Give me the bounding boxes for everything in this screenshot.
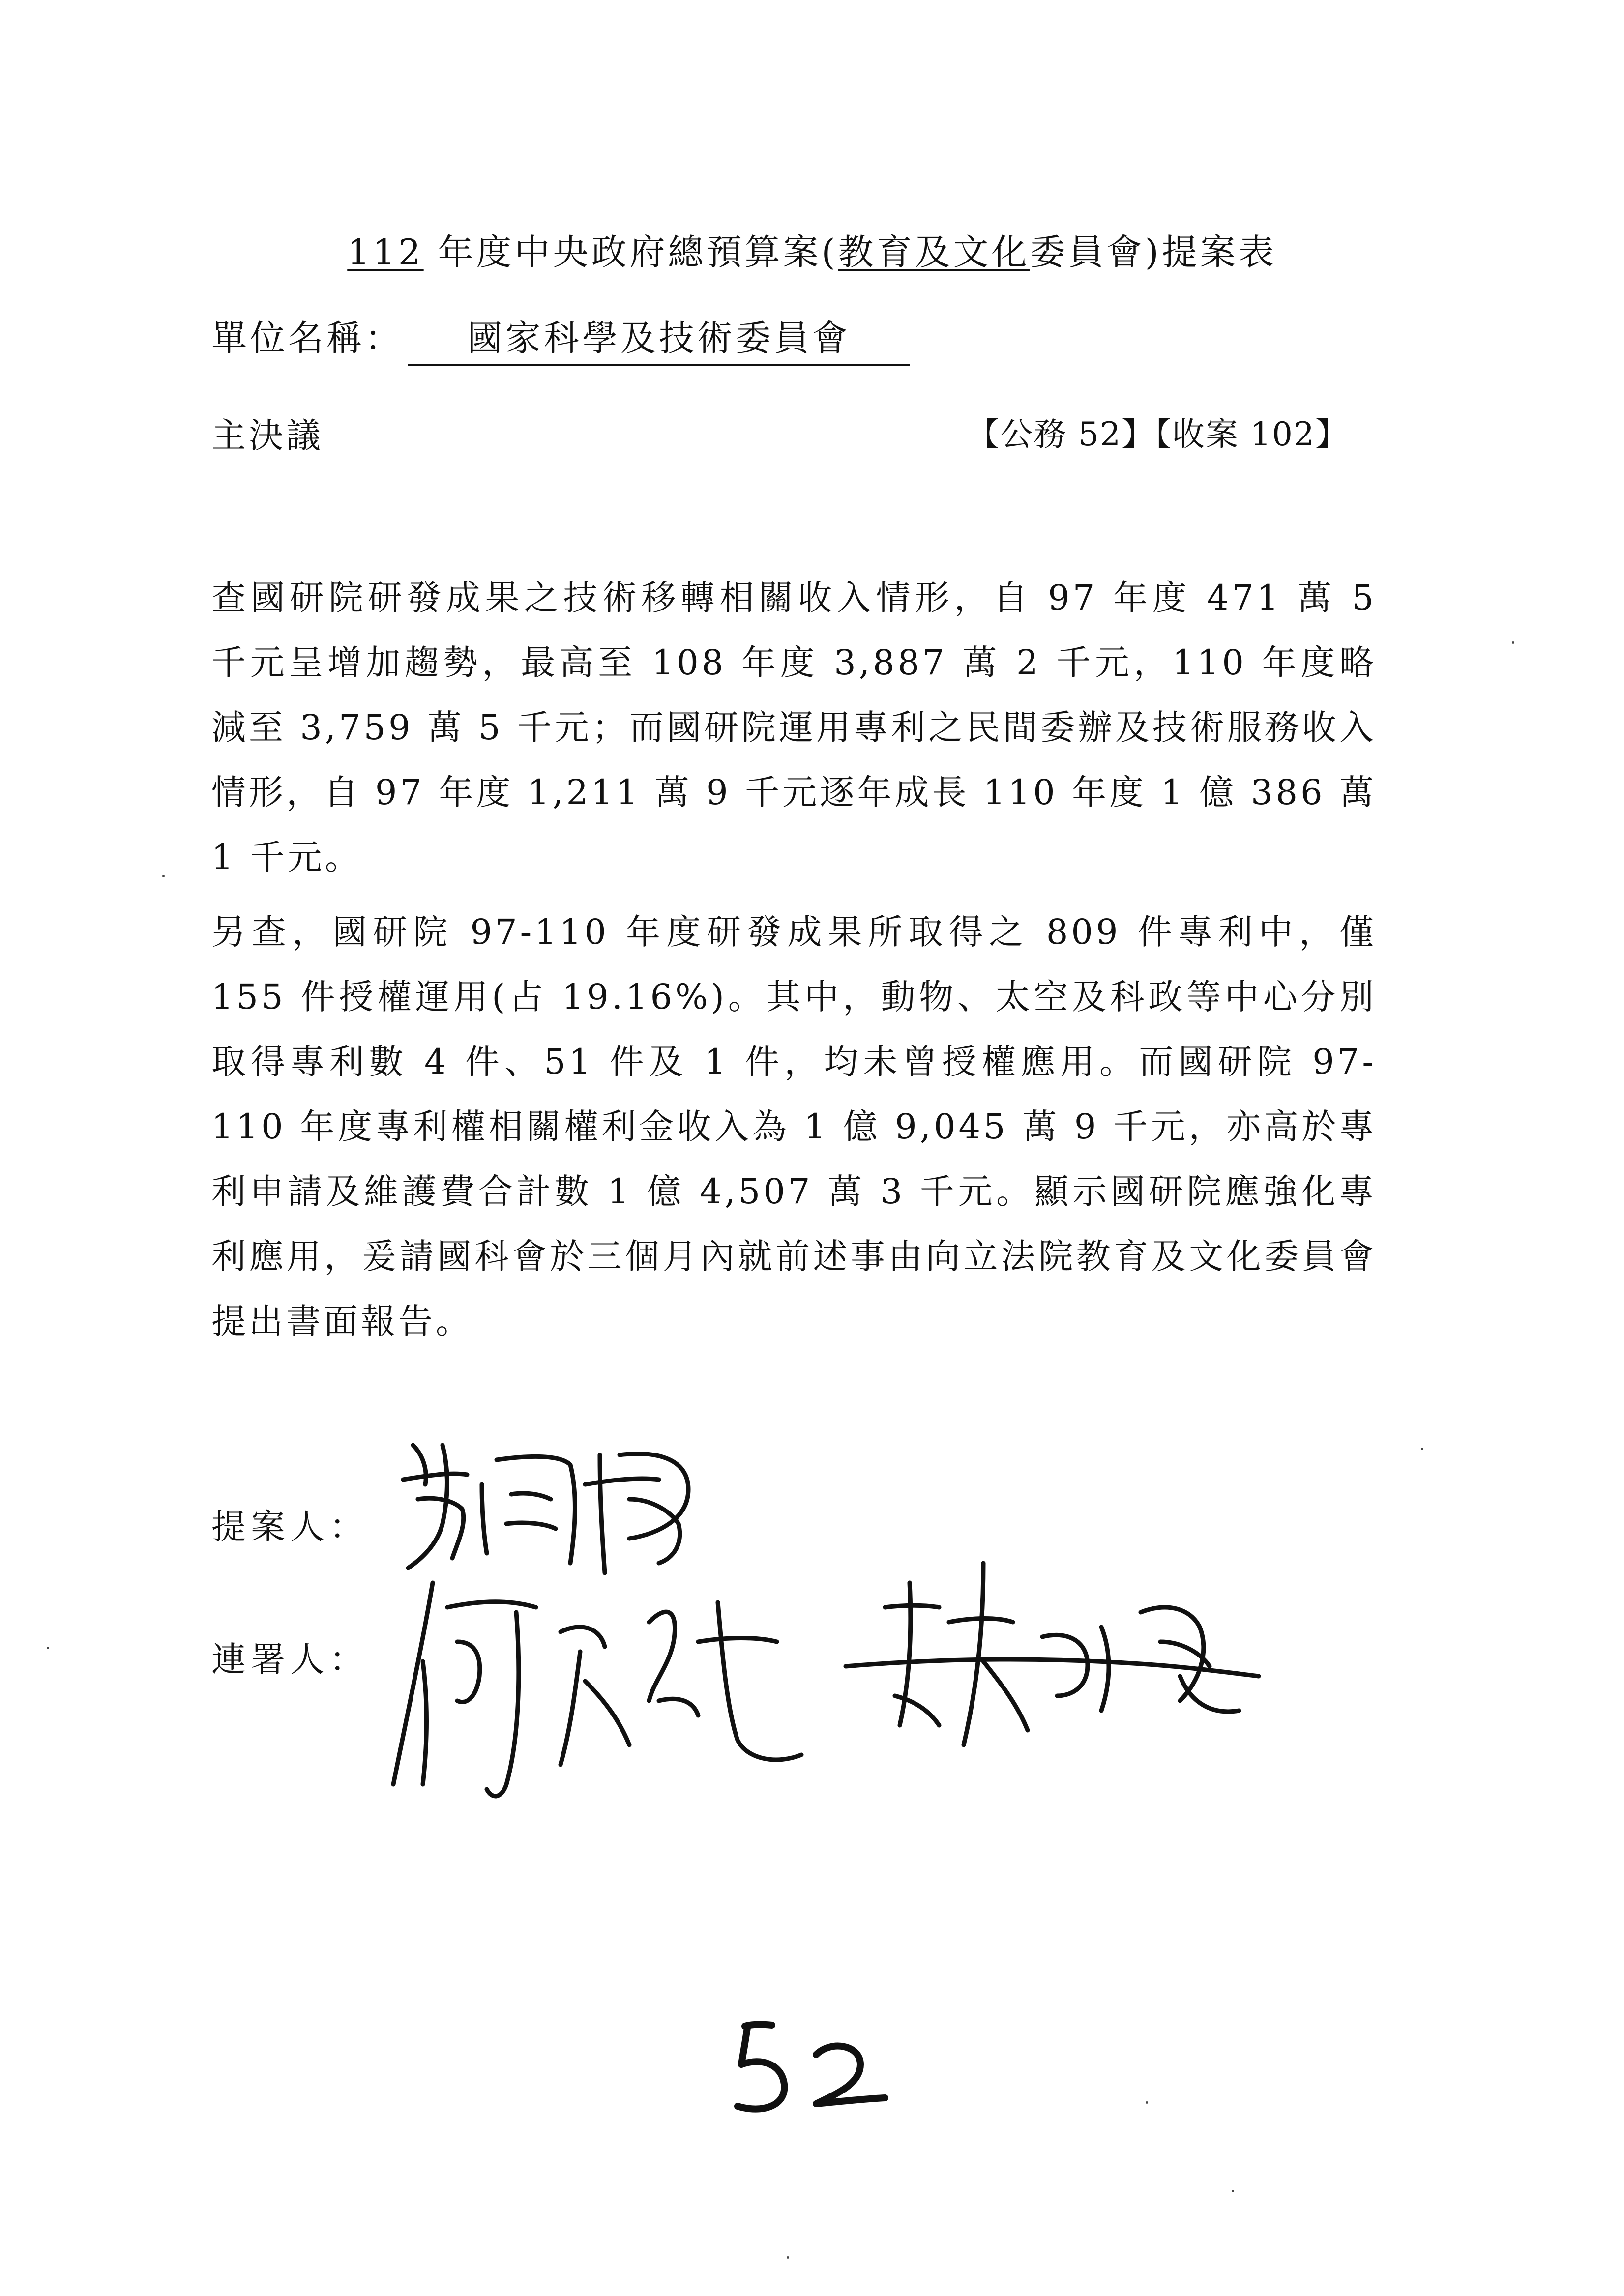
scan-speck bbox=[1232, 2190, 1234, 2192]
proposer-label: 提案人： bbox=[211, 1507, 369, 1547]
unit-line bbox=[211, 310, 910, 366]
scan-speck bbox=[47, 1647, 49, 1649]
cosigner-signature-2 bbox=[836, 1553, 1278, 1770]
scan-speck bbox=[787, 2256, 789, 2259]
scan-speck bbox=[1146, 2101, 1148, 2104]
document-title bbox=[0, 224, 1624, 275]
case-tags: 【公務 52】【收案 102】 bbox=[967, 415, 1349, 453]
scan-speck bbox=[1421, 1448, 1423, 1450]
handwritten-page-number bbox=[718, 2010, 895, 2119]
unit-label: 單位名稱： bbox=[211, 318, 404, 359]
scan-speck bbox=[1512, 641, 1514, 644]
title-end: 委員會)提案表 bbox=[1030, 232, 1277, 273]
title-middle: 年度中央政府總預算案( bbox=[423, 232, 838, 273]
paragraph-1: 查國研院研發成果之技術移轉相關收入情形，自 97 年度 471 萬 5 千元呈增加趨勢，最高至 108 年度 3,887 萬 2 千元，110 年度略減至 3,759 萬 5 千元；而國研院運用專利之民間委辦及技術服務收入情形，自 97 年度 1,211 萬 9 千元逐年成長 110 年度 1 億 386 萬 1 千元。 bbox=[211, 578, 1377, 877]
cosigner-signature-1 bbox=[374, 1553, 816, 1819]
paragraph-2: 另查，國研院 97-110 年度研發成果所取得之 809 件專利中，僅 155 件授權運用(占 19.16%)。其中，動物、太空及科政等中心分別取得專利數 4 件、51 件及 1 件，均未曾授權應用。而國研院 97-110 年度專利權相關權利金收入為 1 億 9,045 萬 9 千元，亦高於專利申請及維護費合計數 1 億 4,507 萬 3 千元。顯示國研院應強化專利應用，爰請國科會於三個月內就前述事由向立法院教育及文化委員會提出書面報告。 bbox=[211, 912, 1377, 1341]
unit-value: 國家科學及技術委員會 bbox=[408, 310, 910, 366]
title-committee: 教育及文化 bbox=[838, 232, 1030, 273]
cosigner-label: 連署人： bbox=[211, 1639, 369, 1680]
scan-speck bbox=[162, 875, 165, 877]
title-year: 112 bbox=[347, 232, 424, 273]
main-resolution-label: 主決議 bbox=[211, 415, 324, 456]
